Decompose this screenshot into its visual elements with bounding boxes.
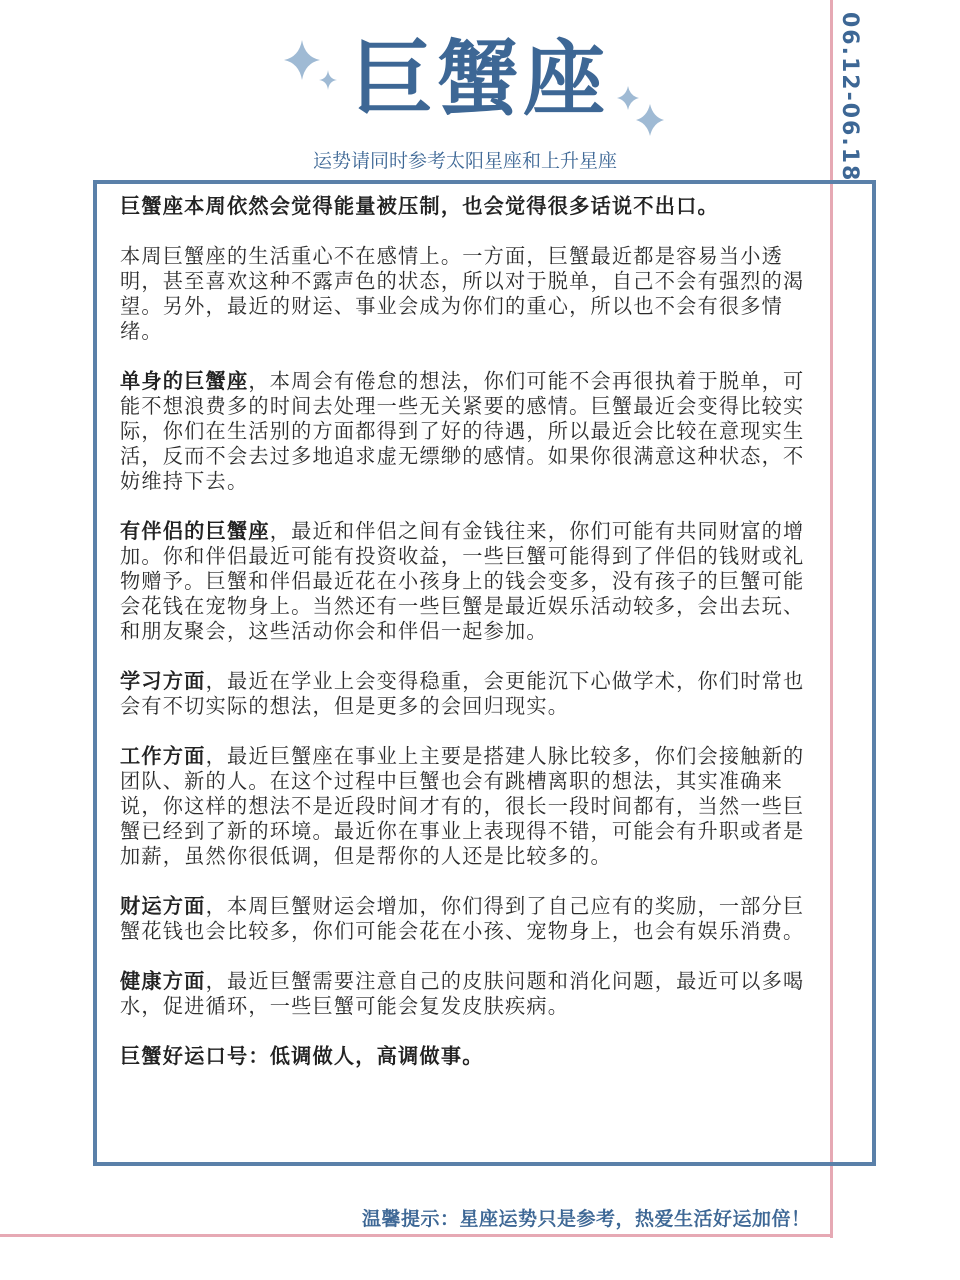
page-title: 巨蟹座 xyxy=(350,32,609,127)
subtitle: 运势请同时参考太阳星座和上升星座 xyxy=(312,150,617,172)
slogan-paragraph xyxy=(120,1044,816,1069)
wealth-heading: 财运方面 xyxy=(120,894,206,918)
wealth-text: ，本周巨蟹财运会增加，你们得到了自己应有的奖励，一部分巨蟹花钱也会比较多，你们可能会花在小孩、宠物身上，也会有娱乐消费。 xyxy=(120,894,805,943)
sparkle-icon xyxy=(617,86,639,110)
date-range: 06.12-06.18 xyxy=(837,12,862,183)
intro-text: 巨蟹座本周依然会觉得能量被压制，也会觉得很多话说不出口。 xyxy=(120,194,719,218)
work-paragraph xyxy=(120,744,816,869)
study-heading: 学习方面 xyxy=(120,669,206,693)
partnered-paragraph xyxy=(120,519,816,644)
wealth-paragraph xyxy=(120,894,816,944)
single-text: ，本周会有倦怠的想法，你们可能不会再很执着于脱单，可能不想浪费多的时间去处理一些无关紧要的感情。巨蟹最近会变得比较实际，你们在生活别的方面都得到了好的待遇，所以最近会比较在意现实生活，反而不会去过多地追求虚无缥缈的感情。如果你很满意这种状态，不妨维持下去。 xyxy=(120,369,805,493)
study-paragraph xyxy=(120,669,816,719)
partnered-text: ，最近和伴侣之间有金钱往来，你们可能有共同财富的增加。你和伴侣最近可能有投资收益，一些巨蟹可能得到了伴侣的钱财或礼物赠予。巨蟹和伴侣最近花在小孩身上的钱会变多，没有孩子的巨蟹可能会花钱在宠物身上。当然还有一些巨蟹是最近娱乐活动较多，会出去玩、和朋友聚会，这些活动你会和伴侣一起参加。 xyxy=(120,519,805,643)
horoscope-content xyxy=(120,194,816,1094)
partnered-heading: 有伴侣的巨蟹座 xyxy=(120,519,270,543)
work-text: ，最近巨蟹座在事业上主要是搭建人脉比较多，你们会接触新的团队、新的人。在这个过程中巨蟹也会有跳槽离职的想法，其实准确来说，你这样的想法不是近段时间才有的，很长一段时间都有，当然一些巨蟹已经到了新的环境。最近你在事业上表现得不错，可能会有升职或者是加薪，虽然你很低调，但是帮你的人还是比较多的。 xyxy=(120,744,805,868)
health-text: ，最近巨蟹需要注意自己的皮肤问题和消化问题，最近可以多喝水，促进循环，一些巨蟹可能会复发皮肤疾病。 xyxy=(120,969,805,1018)
study-text: ，最近在学业上会变得稳重，会更能沉下心做学术，你们时常也会有不切实际的想法，但是更多的会回归现实。 xyxy=(120,669,805,718)
intro-paragraph xyxy=(120,194,816,219)
single-paragraph xyxy=(120,369,816,494)
general-paragraph: 本周巨蟹座的生活重心不在感情上。一方面，巨蟹最近都是容易当小透明，甚至喜欢这种不露声色的状态，所以对于脱单，自己不会有强烈的渴望。另外，最近的财运、事业会成为你们的重心，所以也不会有很多情绪。 xyxy=(120,244,805,343)
slogan-text: 巨蟹好运口号：低调做人，高调做事。 xyxy=(120,1044,484,1068)
pink-horizontal-line xyxy=(0,1234,833,1237)
footer-tip: 温馨提示：星座运势只是参考，热爱生活好运加倍！ xyxy=(362,1208,811,1230)
health-heading: 健康方面 xyxy=(120,969,206,993)
sparkle-icon xyxy=(319,70,337,90)
single-heading: 单身的巨蟹座 xyxy=(120,369,249,393)
work-heading: 工作方面 xyxy=(120,744,206,768)
sparkle-icon xyxy=(636,104,664,136)
sparkle-icon xyxy=(284,40,320,80)
health-paragraph xyxy=(120,969,816,1019)
